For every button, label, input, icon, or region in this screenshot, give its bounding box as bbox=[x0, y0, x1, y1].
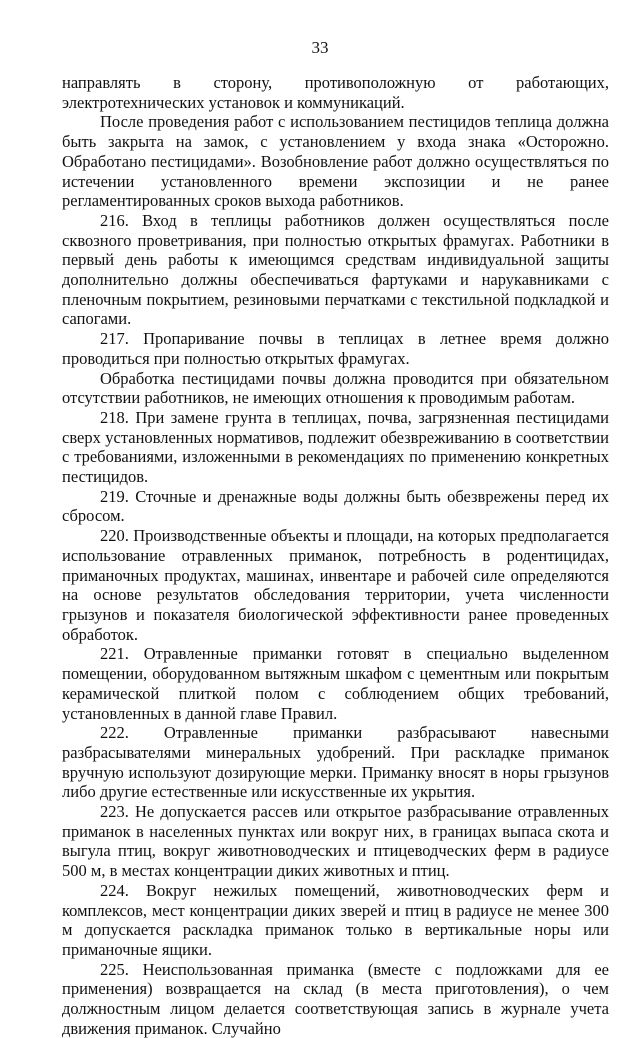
paragraph-218: 218. При замене грунта в теплицах, почва, загрязненная пестицидами сверх установленных нормативов, подлежит обезвреживанию в соответствии с требованиями, изложенными в рекомендациях по применению конкретных пестицидов. bbox=[62, 407, 609, 487]
paragraph-225: 225. Неиспользованная приманка (вместе с подложками для ее применения) возвращается на склад (в места приготовления), о чем должностным лицом делается соответствующая запись в журнале учета движения приманок. Случайно bbox=[62, 959, 609, 1038]
paragraph-219: 219. Сточные и дренажные воды должны быть обезврежены перед их сбросом. bbox=[62, 486, 609, 526]
paragraph-217: 217. Пропаривание почвы в теплицах в летнее время должно проводиться при полностью открытых фрамугах. bbox=[62, 329, 609, 368]
paragraph-post-treatment: После проведения работ с использованием пестицидов теплица должна быть закрыта на замок, с установлением у входа знака «Осторожно. Обработано пестицидами». Возобновление работ должно осуществляться по истечении установленного времени экспозиции и не ранее регламентированных сроков выхода работников. bbox=[62, 112, 609, 211]
paragraph-221: 221. Отравленные приманки готовят в специально выделенном помещении, оборудованном вытяжным шкафом с цементным или покрытым керамической плиткой полом с соблюдением общих требований, установленных в данной главе Правил. bbox=[62, 644, 609, 723]
paragraph-220: 220. Производственные объекты и площади, на которых предполагается использование отравленных приманок, потребность в родентицидах, приманочных продуктах, машинах, инвентаре и рабочей силе определяются на основе результатов обследования территории, учета численности грызунов и показателя биологической эффективности ранее проведенных обработок. bbox=[62, 526, 609, 644]
document-body bbox=[62, 73, 609, 1038]
paragraph-222: 222. Отравленные приманки разбрасывают навесными разбрасывателями минеральных удобрений. При раскладке приманок вручную используют дозирующие мерки. Приманку вносят в норы грызунов либо другие естественные или искусственные их укрытия. bbox=[62, 723, 609, 802]
paragraph-223: 223. Не допускается рассев или открытое разбрасывание отравленных приманок в населенных пунктах или вокруг них, в границах выпаса скота и выгула птиц, вокруг животноводческих и птицеводческих ферм в радиусе 500 м, в местах концентрации диких животных и птиц. bbox=[62, 802, 609, 881]
paragraph-216: 216. Вход в теплицы работников должен осуществляться после сквозного проветривания, при полностью открытых фрамугах. Работники в первый день работы к имеющимся средствам индивидуальной защиты дополнительно должны обеспечиваться фартуками и нарукавниками с пленочным покрытием, резиновыми перчатками с текстильной подкладкой и сапогами. bbox=[62, 210, 609, 329]
paragraph-soil-treatment: Обработка пестицидами почвы должна проводится при обязательном отсутствии работников, не имеющих отношения к проводимым работам. bbox=[62, 368, 609, 408]
paragraph-continuation: направлять в сторону, противоположную от работающих, электротехнических установок и коммуникаций. bbox=[62, 73, 609, 112]
paragraph-224: 224. Вокруг нежилых помещений, животноводческих ферм и комплексов, мест концентрации диких зверей и птиц в радиусе не менее 300 м допускается раскладка приманок только в вертикальные норы или приманочные ящики. bbox=[62, 880, 609, 959]
page-number: 33 bbox=[311, 38, 329, 57]
